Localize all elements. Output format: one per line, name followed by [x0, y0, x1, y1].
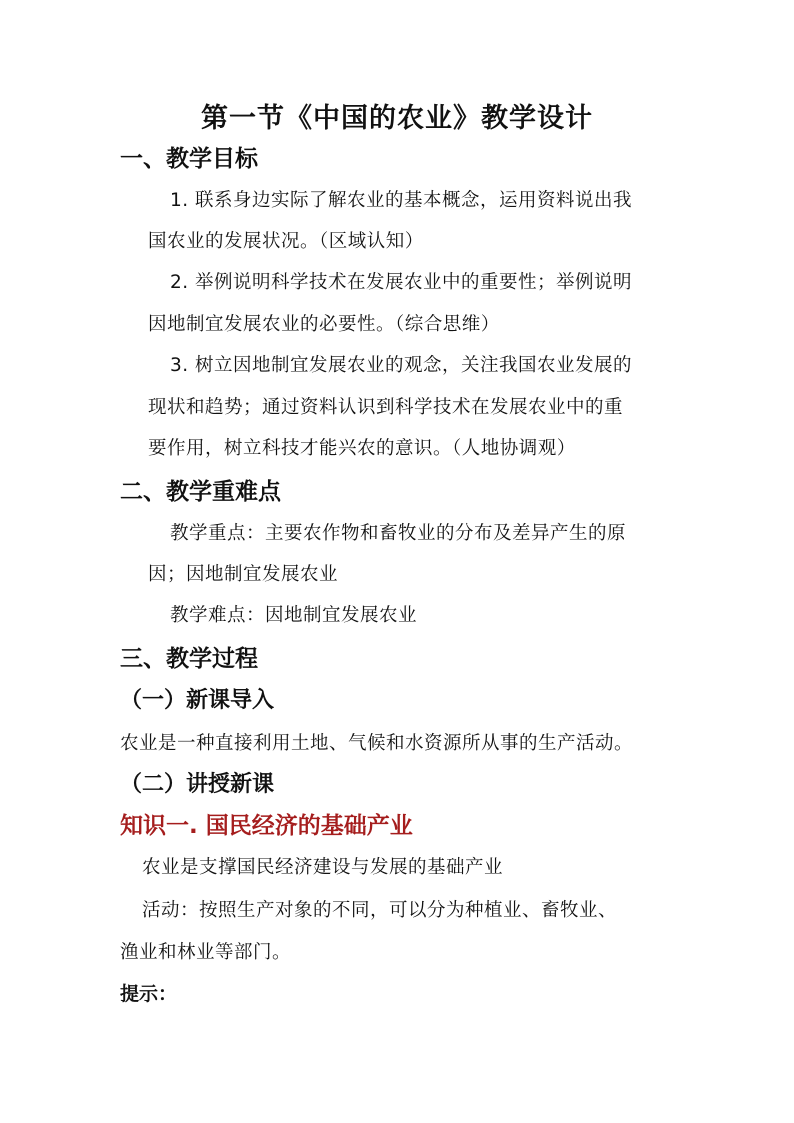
knowledge-heading-1: 知识一. 国民经济的基础产业	[120, 813, 413, 839]
key-point-line-2: 因；因地制宜发展农业	[148, 564, 339, 585]
subsection-heading-intro: （一）新课导入	[120, 688, 275, 713]
section-heading-objectives: 一、教学目标	[120, 146, 258, 172]
document-title: 第一节《中国的农业》教学设计	[201, 103, 593, 134]
objective-line-4: 因地制宜发展农业的必要性。（综合思维）	[148, 314, 500, 335]
objective-line-3: 2. 举例说明科学技术在发展农业中的重要性；举例说明	[170, 272, 633, 293]
knowledge-line-3: 渔业和林业等部门。	[120, 942, 292, 963]
objective-line-5: 3. 树立因地制宜发展农业的观念，关注我国农业发展的	[170, 355, 633, 376]
hint-label: 提示：	[120, 983, 178, 1005]
key-point-line-1: 教学重点：主要农作物和畜牧业的分布及差异产生的原	[170, 523, 627, 544]
objective-line-1: 1. 联系身边实际了解农业的基本概念，运用资料说出我	[170, 190, 633, 211]
section-heading-process: 三、教学过程	[120, 646, 258, 672]
intro-text: 农业是一种直接利用土地、气候和水资源所从事的生产活动。	[120, 733, 634, 754]
subsection-heading-new-lesson: （二）讲授新课	[120, 772, 275, 797]
knowledge-line-1: 农业是支撑国民经济建设与发展的基础产业	[142, 857, 504, 878]
objective-line-7: 要作用，树立科技才能兴农的意识。（人地协调观）	[148, 438, 576, 459]
objective-line-2: 国农业的发展状况。（区域认知）	[148, 231, 424, 252]
section-heading-key-points: 二、教学重难点	[120, 479, 281, 505]
objective-line-6: 现状和趋势；通过资料认识到科学技术在发展农业中的重	[148, 397, 624, 418]
difficulty-line: 教学难点：因地制宜发展农业	[170, 605, 418, 626]
knowledge-line-2: 活动：按照生产对象的不同，可以分为种植业、畜牧业、	[142, 900, 618, 921]
